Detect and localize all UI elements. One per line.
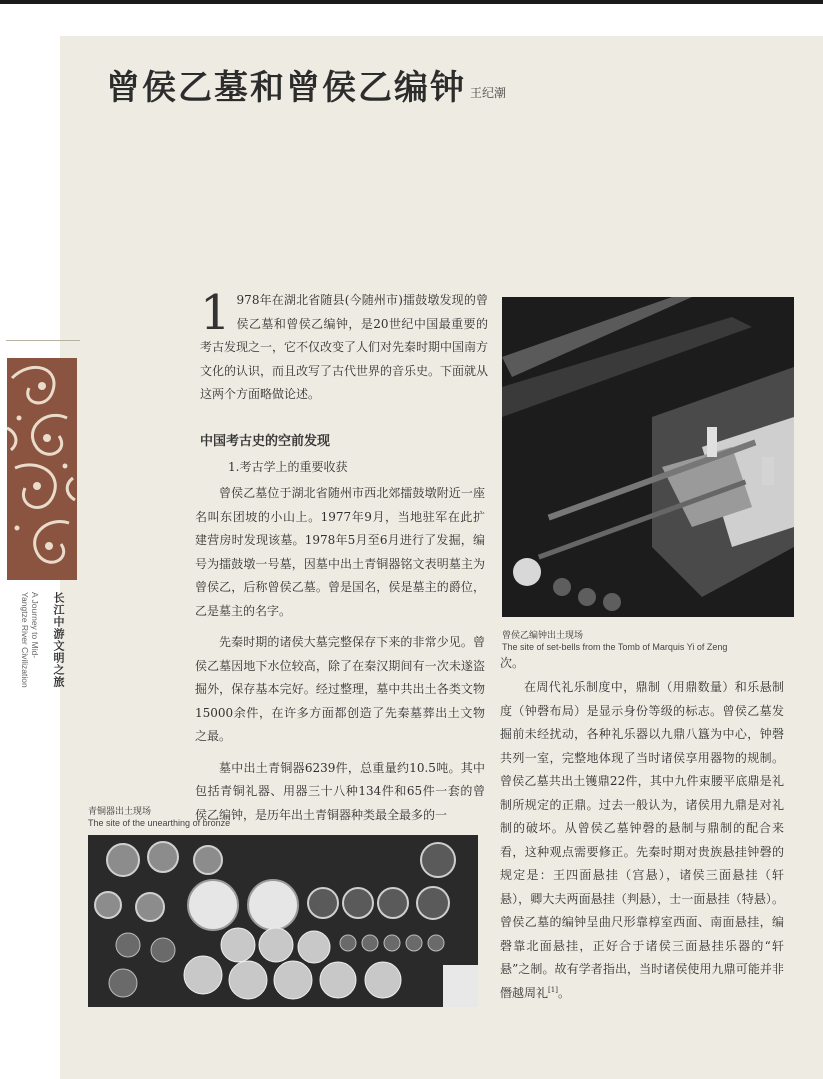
footnote-reference: [1] [548,985,558,994]
section-heading: 中国考古史的空前发现 [200,434,331,449]
bronze-excavation-photo [88,835,478,1007]
drop-cap: 1 [200,285,231,341]
excavation-photo-icon [502,297,794,617]
series-title-cn: 长江中游文明之旅 [52,592,65,688]
intro-paragraph [200,285,489,407]
intro-text: 978年在湖北省随县(今随州市)擂鼓墩发现的曾侯乙墓和曾侯乙编钟，是20世纪中国最重要的考古发现之一，它不仅改变了人们对先秦时期中国南方文化的认识，而且改写了古代世界的音乐史。下面就从这两个方面略做论述。 [200,293,489,401]
bells-excavation-photo [502,297,794,617]
series-title-en-line2: Yangtze River Civilization [20,592,30,688]
decorative-pattern-strip [7,358,77,580]
series-title-en-line1: A Journey to Mid- [30,592,40,659]
bells-caption-en: The site of set-bells from the Tomb of Marquis Yi of Zeng [502,642,728,652]
continuation-text: 次。 [500,656,525,670]
bells-caption-cn: 曾侯乙编钟出土现场 [502,631,584,641]
article-author: 王纪潮 [470,86,507,100]
paragraph-end: 。 [557,985,570,1000]
bronze-caption-en: The site of the unearthing of bronze [88,818,231,828]
sidebar-divider [6,340,80,341]
top-border-rule [0,0,823,4]
cloud-scroll-pattern-icon [7,358,77,580]
right-column [500,676,784,1005]
bronze-vessels-photo-icon [88,835,478,1007]
bronze-caption-cn: 青铜器出土现场 [88,807,152,817]
paragraph [500,676,784,1005]
paragraph: 先秦时期的诸侯大墓完整保存下来的非常少见。曾侯乙墓因地下水位较高，除了在秦汉期间有一次未遂盗掘外，保存基本完好。经过整理，墓中共出土各类文物15000余件，在许多方面都创造了先秦墓葬出土文物之最。 [195,635,485,743]
section-subheading: 1.考古学上的重要收获 [228,460,348,474]
left-column [195,482,485,835]
article-title: 曾侯乙墓和曾侯乙编钟 [106,68,466,108]
paragraph: 墓中出土青铜器6239件，总重量约10.5吨。其中包括青铜礼器、用器三十八种134件和65件一套的曾侯乙编钟，是历年出土青铜器种类最全最多的一 [195,760,485,822]
paragraph-text: 在周代礼乐制度中，鼎制（用鼎数量）和乐悬制度（钟磬布局）是显示身份等级的标志。曾侯乙墓发掘前未经扰动，各种礼乐器以九鼎八簋为中心，钟磬共列一室，完整地体现了当时诸侯享用器物的规制。曾侯乙墓共出土镬鼎22件，其中九件束腰平底鼎是礼制所规定的正鼎。过去一般认为，诸侯用九鼎是对礼制的破坏。从曾侯乙墓钟磬的悬制与鼎制的配合来看，这种观点需要修正。先秦时期对贵族悬挂钟磬的规定是：王四面悬挂（宫悬），诸侯三面悬挂（轩悬），卿大夫两面悬挂（判悬），士一面悬挂（特悬）。曾侯乙墓的编钟呈曲尺形靠椁室西面、南面悬挂，编磬靠北面悬挂，正好合于诸侯三面悬挂乐器的“轩悬”之制。故有学者指出，当时诸侯使用九鼎可能并非僭越周礼 [500,680,784,1000]
paragraph: 曾侯乙墓位于湖北省随州市西北郊擂鼓墩附近一座名叫东团坡的小山上。1977年9月，当地驻军在此扩建营房时发现该墓。1978年5月至6月进行了发掘，编号为擂鼓墩一号墓，因墓中出土青铜器铭文表明墓主为曾侯乙，后称曾侯乙墓。曾是国名，侯是墓主的爵位，乙是墓主的名字。 [195,486,485,618]
